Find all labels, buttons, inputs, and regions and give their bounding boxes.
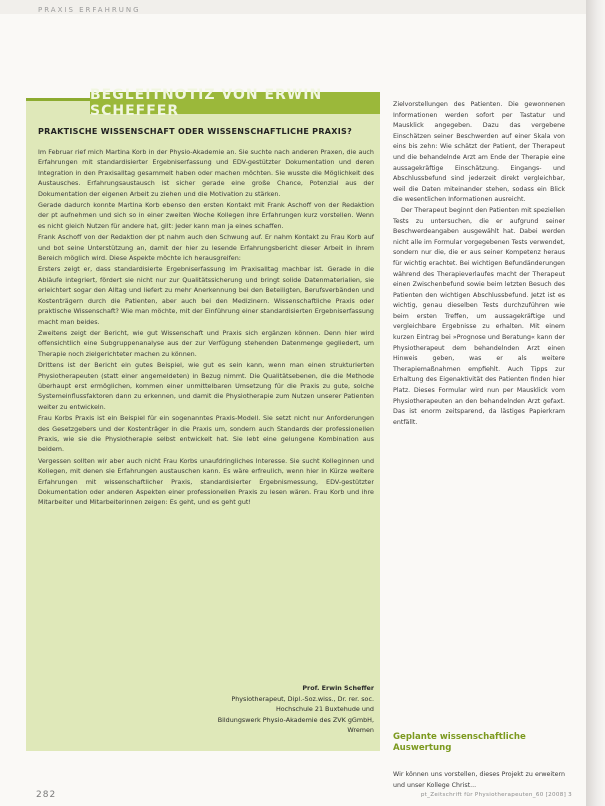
note-banner-title: BEGLEITNOTIZ VON ERWIN SCHEFFER (90, 87, 323, 119)
author-affiliation: Hochschule 21 Buxtehude und (275, 705, 374, 714)
page-number: 282 (36, 790, 57, 800)
note-paragraph: Drittens ist der Bericht ein gutes Beispiel, wie gut es sein kann, wenn man einen strukturierten Physiotherapeuten (statt einer angemeldeten) in Bezug nimmt. Die Qualitätsebenen, die die Methode überhaupt erst ermöglichen, kommen einer unmittelbaren Umsetzung für die Praxis zu gute, solche Systemeinflussfaktoren dann zu erkennen, und damit die Physiotherapie zum Nutzen unserer Patienten weiter zu entwickeln. (38, 361, 374, 411)
note-paragraph: Gerade dadurch konnte Martina Korb ebenso den ersten Kontakt mit Frank Aschoff von der Redaktion der pt aufnehmen und sich so in einer zweiten Woche Kollegen ihre Erfahrungen kurz vorstellen. Wenn es nicht gleich Nutzen für andere hat, gilt: Jeder kann man ja eines schaffen. (38, 201, 374, 230)
note-paragraph: Ersters zeigt er, dass standardisierte Ergebniserfassung im Praxisalltag machbar ist. Gerade in die Abläufe integriert, fördert sie nicht nur zur Qualitätssicherung und bringt solide Datenmaterialien, sie erleichtert sogar den Alltag und liefert zu mehr Anerkennung bei den Beteiligten, Berufsverbänden und Kostenträgern durch die Patienten, aber auch bei den Medizinern. Wissenschaftliche Praxis oder praktische Wissenschaft? Wie man möchte, mit der Einführung einer standardisierten Ergebniserfassung macht man beides. (38, 265, 374, 326)
column-paragraph: Der Therapeut beginnt den Patienten mit speziellen Tests zu untersuchen, die er aufgrund seiner Beschwerdeangaben ausgewählt hat. Dabei werden nicht alle im Formular vorgegebenen Tests verwendet, sondern nur die, die er aus seiner Kompetenz heraus für wichtig erachtet. Bei wichtigen Befundänderungen während des Therapieverlaufes macht der Therapeut einen Zwischenbefund sowie beim letzten Besuch des Patienten den wichtigen Abschlussbefund. Jetzt ist es wichtig, genau dieselben Tests durchzuführen wie beim ersten Treffen, um aussagekräftige und vergleichbare Ergebnisse zu erhalten. Mit einem kurzen Eintrag bei »Prognose und Beratung« kann der Physiotherapeut dem behandelnden Arzt einen Hinweis geben, was er als weitere Therapiemaßnahmen empfiehlt. Auch Tipps zur Erhaltung des Eigenaktivität des Patienten finden hier Platz. Dieses Formular wird nun per Mausklick vom Physiotherapeuten an den behandelnden Arzt gefaxt. Das ist enorm zeitsparend, da lästiges Papierkram entfällt. (393, 206, 565, 426)
subsection-heading: Geplante wissenschaftliche Auswertung (393, 732, 526, 753)
running-footer: pt_Zeitschrift für Physiotherapeuten_60 [2008] 3 (420, 792, 572, 798)
note-body (38, 147, 374, 509)
note-subtitle: PRAKTISCHE WISSENSCHAFT ODER WISSENSCHAFTLICHE PRAXIS? (38, 127, 353, 136)
author-signature (200, 683, 374, 736)
column-paragraph: Wir können uns vorstellen, dieses Projekt zu erweitern und unser Kollege Christ... (393, 771, 565, 789)
note-banner (90, 87, 380, 119)
author-affiliation: Bildungswerk Physio-Akademie des ZVK gGmbH, Wremen (217, 715, 374, 735)
note-paragraph: Frau Korbs Praxis ist ein Beispiel für ein sogenanntes Praxis-Modell. Sie setzt nicht nur Anforderungen des Gesetzgebers und der Kostenträger in die Praxis um, sondern auch Standards der professionellen Praxis, wie sie die Physiotherapie selbst entwickelt hat. Sie lebt eine gelungene Kombination aus beidem. (38, 414, 374, 454)
note-paragraph: Frank Aschoff von der Redaktion der pt nahm auch den Schwung auf. Er nahm Kontakt zu Frau Korb auf und bot seine Unterstützung an, damit der hier zu lesende Erfahrungsbericht dieser Arbeit in ihrem Bereich möglich wird. Diese Aspekte möchte ich herausgreifen: (38, 233, 374, 263)
note-paragraph: Im Februar rief mich Martina Korb in der Physio-Akademie an. Sie suchte nach anderen Praxen, die auch Erfahrungen mit standardisierter Ergebniserfassung und EDV-gestützter Dokumentation und deren Integration in den Praxisalltag gesammelt haben oder machen möchten. Sie wusste die Möglichkeit des Austausches. Erfahrungsaustausch ist sicher gerade eine große Chance, Potenzial aus der Dokumentation der eigenen Arbeit zu ziehen und die Motivation zu stärken. (38, 148, 374, 198)
author-title: Physiotherapeut, Dipl.-Soz.wiss., Dr. rer. soc. (231, 694, 374, 703)
note-paragraph: Zweitens zeigt der Bericht, wie gut Wissenschaft und Praxis sich ergänzen können. Denn hier wird offensichtlich eine Subgruppenanalyse aus der zur Verfügung stehenden Datenmenge gegliedert, um Therapie noch zielgerichteter machen zu können. (38, 328, 374, 358)
section-header: PRAXIS ERFAHRUNG (38, 6, 141, 14)
right-column (393, 100, 565, 428)
page-gutter-shadow (586, 0, 605, 806)
note-paragraph: Vergessen sollten wir aber auch nicht Frau Korbs unaufdringliches Interesse. Sie sucht Kolleginnen und Kollegen, mit denen sie Erfahrungen austauschen kann. Es wäre erfreulich, wenn hier in Kürze weitere Erfahrungen mit wissenschaftlicher Praxis, standardisierter Ergebnismessung, EDV-gestützter Dokumentation oder anderen Aspekten einer professionellen Praxis zu lesen wären. Frau Korb und ihre Mitarbeiter und Mitarbeiterinnen zeigen: Es geht, und es geht gut! (38, 456, 374, 507)
author-name: Prof. Erwin Scheffer (302, 684, 374, 692)
column-paragraph: Zielvorstellungen des Patienten. Die gewonnenen Informationen werden sofort per Tastatur und Mausklick angegeben. Dazu das vergebene Einschätzen seiner Beschwerden auf einer Skala von eins bis zehn: Wie schätzt der Patient, der Therapeut und die behandelnde Arzt am Ende der Therapie eine aussagekräftige Einschätzung. Eingangs- und Abschlussbefund sind jederzeit direkt vergleichbar, weil die Daten miteinander stehen, sodass ein Blick die wesentlichen Informationen ausreicht. (393, 101, 565, 204)
